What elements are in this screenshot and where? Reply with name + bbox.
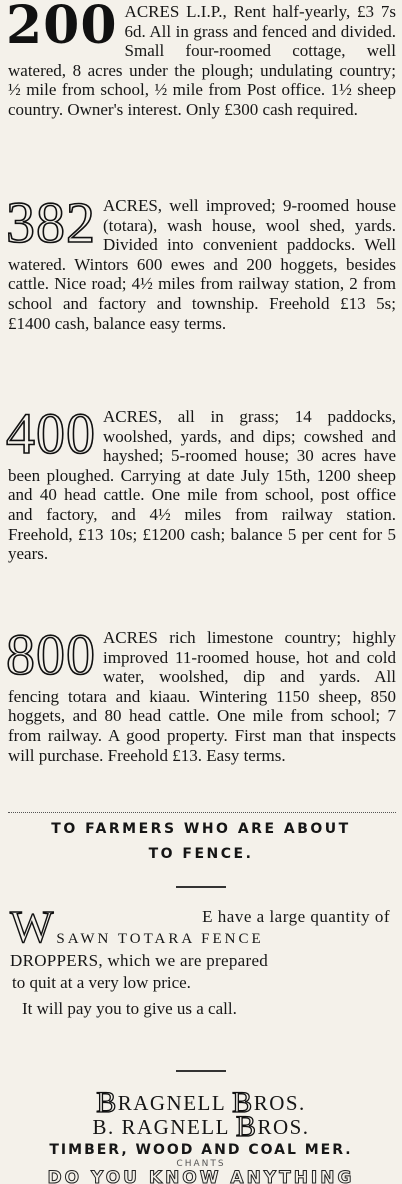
firm-trade: TIMBER, WOOD AND COAL MER. [49,1142,353,1158]
notice-line: to quit at a very low price. [12,973,191,992]
firm-name-part: ROS. [257,1115,310,1139]
acreage-number: 382 [6,190,96,255]
acreage-number: 800 [6,622,96,687]
firm-name-echo [0,1110,402,1144]
short-divider [176,1070,226,1072]
firm-name-part: ROS. [253,1091,306,1115]
acreage-number: 400 [6,401,96,466]
notice-subheading: TO FENCE. [148,846,254,862]
listing-800-acres [6,622,396,765]
firm-trade-continued: CHANTS [176,1159,226,1169]
listing-400-acres [6,401,396,564]
notice-heading: TO FARMERS WHO ARE ABOUT [51,821,351,837]
firm-initial: B [232,1086,254,1119]
listing-text: ACRES, all in grass; 14 paddocks, woolshed, yards, and dips; cowshed and hayshed; 5-roomed house; 30 acres have been ploughed. Carrying at date July 15th, 1200 sheep and 40 head cattle. One mile from school, post office and factory, and 4½ miles from railway station. Freehold, £13 10s; £1200 cash; balance 5 per cent for 5 years. [8,407,396,564]
listing-text: ACRES rich limestone country; highly improved 11-roomed house, hot and cold water, woolshed, dip and yards. All fencing totara and kiaau. Wintering 1150 sheep, 850 hoggets, and 80 head cattle. One mile from school; 7 from railway. A good property. First man that inspects will purchase. Freehold £13. Easy terms. [8,628,396,765]
firm-name-part: B. [92,1115,115,1139]
listing-text: ACRES, well improved; 9-roomed house (totara), wash house, wool shed, yards. Divided into convenient paddocks. Well watered. Wintors 600 ewes and 200 hoggets, besides cattle. Nice road; 4½ miles from railway station, 2 from school and factory and township. Freehold £13 5s; £1400 cash, balance easy terms. [8,196,396,333]
fence-dropper-notice [10,901,390,1020]
drop-cap: W [10,901,54,952]
listing-text: ACRES L.I.P., Rent half-yearly, £3 7s 6d. All in grass and fenced and divided. Small four-roomed cottage, well watered, 8 acres under the plough; undulating country; ½ mile from school, ½ mile from Post office. 1½ sheep country. Owner's interest. Only £300 cash required. [8,2,396,119]
notice-line: DROPPERS, which we are prepared [10,951,269,970]
notice-line: It will pay you to give us a call. [22,999,237,1018]
notice-line: SAWN TOTARA FENCE [56,931,264,947]
notice-line: E have a large quantity of [202,907,390,926]
section-divider [8,812,396,813]
firm-name-part: RAGNELL [117,1091,226,1115]
short-divider [176,886,226,888]
firm-initial: B [96,1086,118,1119]
firm-initial: B [235,1110,258,1143]
next-ad-heading: DO YOU KNOW ANYTHING [47,1168,355,1184]
listing-200-acres [8,2,396,120]
listing-382-acres [6,190,396,333]
acreage-number: 200 [6,0,118,56]
firm-name-part: RAGNELL [121,1115,230,1139]
